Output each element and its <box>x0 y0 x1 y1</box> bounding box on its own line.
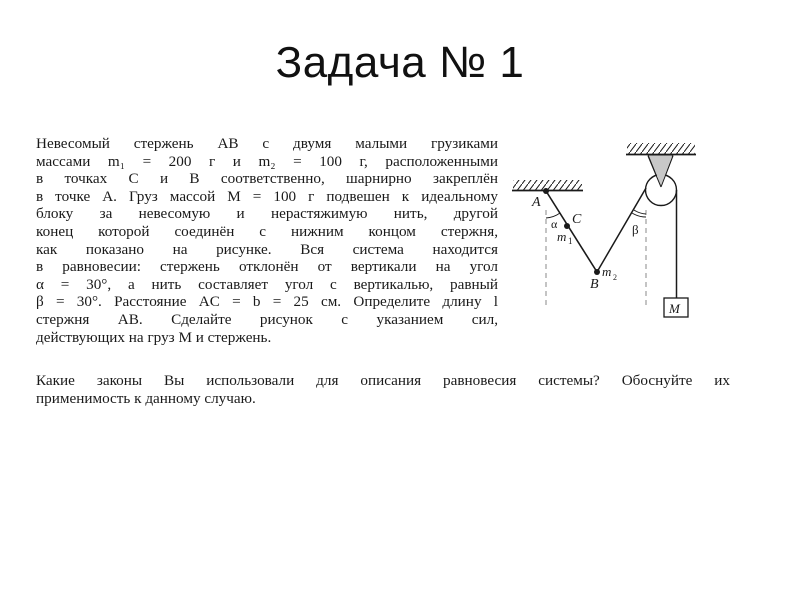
problem-line: в равновесии: стержень отклонён от вертикали на угол <box>36 258 498 276</box>
label-m1: m <box>557 229 567 244</box>
rod-ab <box>546 191 597 272</box>
label-m2: m <box>602 264 612 279</box>
label-beta: β <box>632 222 639 237</box>
point-a <box>543 188 549 194</box>
problem-line: β = 30°. Расстояние AC = b = 25 см. Определите длину l <box>36 293 498 311</box>
label-m2-sub: 2 <box>613 273 617 282</box>
slide-title: Задача № 1 <box>275 38 525 87</box>
problem-line: в точках C и B соответственно, шарнирно закреплён <box>36 170 498 188</box>
problem-line: действующих на груз M и стержень. <box>36 328 272 346</box>
question-line: Какие законы Вы использовали для описания равновесия системы? Обоснуйте их <box>36 372 730 389</box>
label-b: B <box>590 277 599 292</box>
problem-line: стержня AB. Сделайте рисунок с указанием сил, <box>36 310 498 328</box>
question-line: применимость к данному случаю. <box>36 389 256 407</box>
label-alpha: α <box>551 217 558 231</box>
point-b <box>594 269 600 275</box>
problem-line: конец которой соединён с нижним концом стержня, <box>36 222 498 240</box>
label-m1-sub: 1 <box>568 236 573 246</box>
problem-line: как показано на рисунке. Вся система находится <box>36 240 498 258</box>
label-c: C <box>572 212 582 227</box>
mass-m-label: M <box>669 301 680 316</box>
problem-line: массами m₁ = 200 г и m₂ = 100 г, расположенными <box>36 152 498 170</box>
beta-arc <box>634 210 646 214</box>
problem-line: в точке A. Груз массой M = 100 г подвешен к идеальному <box>36 187 498 205</box>
problem-line: Невесомый стержень AB с двумя малыми грузиками <box>36 135 498 152</box>
string-b-to-pulley <box>597 188 646 272</box>
problem-line: блоку за невесомую и нерастяжимую нить, другой <box>36 205 498 223</box>
problem-line: α = 30°, а нить составляет угол с вертикалью, равный <box>36 275 498 293</box>
right-ceiling-support <box>626 143 696 155</box>
label-a: A <box>532 195 541 210</box>
